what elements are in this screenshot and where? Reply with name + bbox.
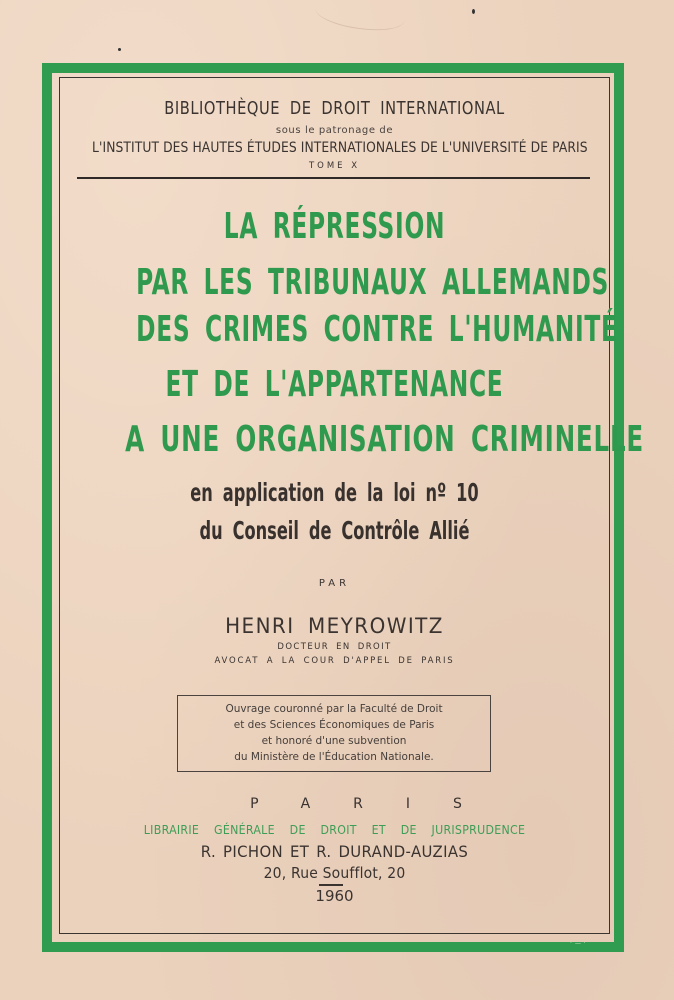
publisher-name: LIBRAIRIE GÉNÉRALE DE DROIT ET DE JURISPRUDENCE <box>143 823 526 837</box>
paper-crease <box>313 0 406 35</box>
author-name: HENRI MEYROWITZ <box>225 614 444 638</box>
title-line-5: A UNE ORGANISATION CRIMINELLE <box>125 419 644 460</box>
publisher-address: 20, Rue Soufflot, 20 <box>263 864 406 882</box>
title-line-1: LA RÉPRESSION <box>223 206 446 247</box>
printers-name: R. PICHON ET R. DURAND-AUZIAS <box>200 842 469 861</box>
title-line-2: PAR LES TRIBUNAUX ALLEMANDS <box>136 262 610 303</box>
title-line-4: ET DE L'APPARTENANCE <box>165 364 504 405</box>
title-line-3: DES CRIMES CONTRE L'HUMANITÉ <box>136 309 618 350</box>
publication-year: 1960 <box>315 887 354 905</box>
header-divider <box>77 177 590 179</box>
patronage-text: sous le patronage de <box>275 125 394 136</box>
by-label: PAR <box>318 578 351 589</box>
award-line-1: Ouvrage couronné par la Faculté de Droit <box>225 703 443 715</box>
ink-speck <box>472 9 475 14</box>
award-line-4: du Ministère de l'Éducation Nationale. <box>234 751 434 763</box>
institute-name: L'INSTITUT DES HAUTES ÉTUDES INTERNATIONALES DE L'UNIVERSITÉ DE PARIS <box>92 140 588 156</box>
subtitle-line-1: en application de la loi nº 10 <box>190 478 479 507</box>
ink-speck <box>118 48 121 51</box>
printer-mark: · — · <box>570 940 587 947</box>
subtitle-line-2: du Conseil de Contrôle Allié <box>199 516 470 545</box>
imprint-city: PARIS <box>250 796 505 812</box>
author-credential-1: DOCTEUR EN DROIT <box>277 642 392 652</box>
year-divider <box>319 884 343 886</box>
series-name: BIBLIOTHÈQUE DE DROIT INTERNATIONAL <box>164 99 505 119</box>
award-line-2: et des Sciences Économiques de Paris <box>233 719 435 731</box>
award-line-3: et honoré d'une subvention <box>261 735 407 747</box>
award-notice-box <box>177 695 491 772</box>
volume-number: TOME X <box>308 161 361 171</box>
author-credential-2: AVOCAT A LA COUR D'APPEL DE PARIS <box>214 656 455 666</box>
